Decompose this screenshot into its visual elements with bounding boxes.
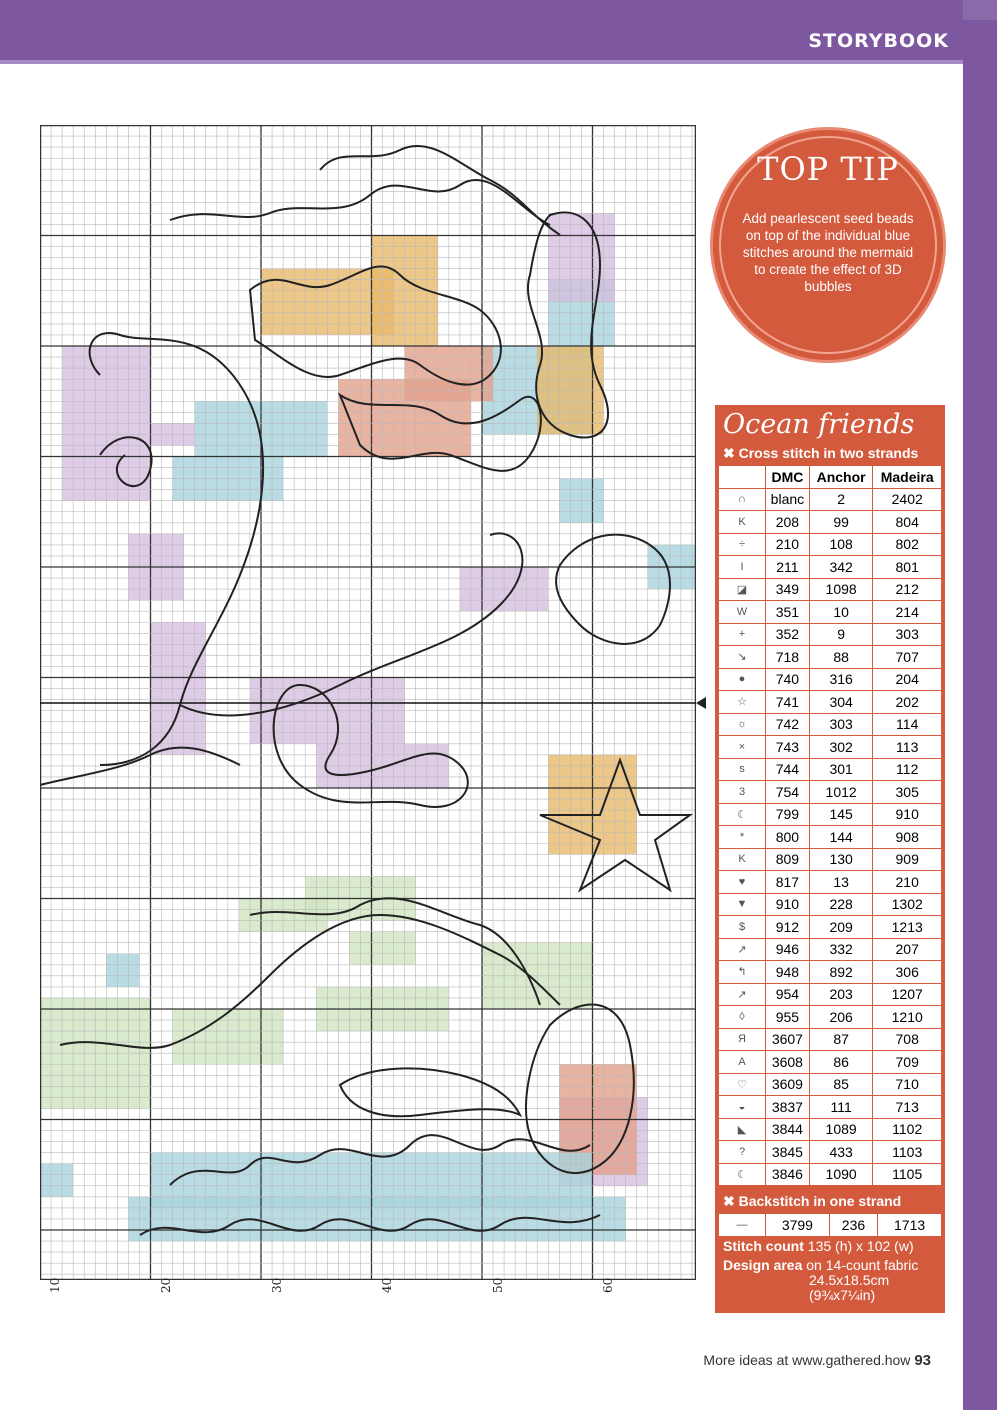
anchor-cell: 206	[809, 1006, 873, 1029]
dmc-cell: 809	[766, 848, 810, 871]
dmc-cell: 754	[766, 781, 810, 804]
anchor-cell: 99	[809, 511, 873, 534]
dmc-cell: 349	[766, 578, 810, 601]
symbol-cell: ☾	[719, 1163, 766, 1186]
madeira-cell: 707	[873, 646, 942, 669]
anchor-cell: 111	[809, 1096, 873, 1119]
page-number: 93	[914, 1352, 931, 1369]
table-row	[719, 1163, 942, 1186]
symbol-cell: A	[719, 1051, 766, 1074]
table-row	[719, 533, 942, 556]
madeira-cell: 909	[873, 848, 942, 871]
table-row	[719, 826, 942, 849]
stitch-count: 135 (h) x 102 (w)	[807, 1238, 914, 1254]
cross-stitch-heading: ✖ Cross stitch in two strands	[723, 445, 919, 461]
symbol-cell: ↗	[719, 983, 766, 1006]
symbol-cell: ▼	[719, 893, 766, 916]
thread-key	[715, 405, 945, 1313]
anchor-cell: 85	[809, 1073, 873, 1096]
dmc-cell: 741	[766, 691, 810, 714]
stitch-region	[40, 1164, 73, 1197]
dmc-cell: 210	[766, 533, 810, 556]
table-row	[719, 893, 942, 916]
symbol-cell: ☆	[719, 691, 766, 714]
anchor-cell: 10	[809, 601, 873, 624]
symbol-cell: $	[719, 916, 766, 939]
anchor-cell: 332	[809, 938, 873, 961]
wave-line	[40, 748, 240, 785]
table-row	[719, 781, 942, 804]
table-row	[719, 623, 942, 646]
section-title: STORYBOOK	[808, 30, 949, 52]
symbol-cell: Я	[719, 1028, 766, 1051]
anchor-cell: 301	[809, 758, 873, 781]
symbol-cell: ☼	[719, 713, 766, 736]
table-row	[719, 938, 942, 961]
anchor-cell: 88	[809, 646, 873, 669]
madeira-cell: 1210	[873, 1006, 942, 1029]
madeira-cell: 1713	[878, 1214, 942, 1237]
design-area-metric: 24.5x18.5cm	[809, 1272, 890, 1288]
madeira-cell: 1302	[873, 893, 942, 916]
symbol-cell: ↗	[719, 938, 766, 961]
madeira-cell: 910	[873, 803, 942, 826]
key-title: Ocean friends	[723, 409, 915, 440]
madeira-cell: 2402	[873, 488, 942, 511]
symbol-cell: ●	[719, 668, 766, 691]
footer	[703, 1352, 931, 1369]
table-row	[719, 1096, 942, 1119]
dmc-cell: 352	[766, 623, 810, 646]
table-row	[719, 871, 942, 894]
dmc-cell: 742	[766, 713, 810, 736]
symbol-cell: +	[719, 623, 766, 646]
table-row	[719, 646, 942, 669]
madeira-cell: 202	[873, 691, 942, 714]
madeira-cell: 303	[873, 623, 942, 646]
madeira-cell: 112	[873, 758, 942, 781]
symbol-cell: ◪	[719, 578, 766, 601]
axis-number: 60	[601, 1277, 615, 1293]
anchor-cell: 144	[809, 826, 873, 849]
dmc-cell: 954	[766, 983, 810, 1006]
symbol-cell: W	[719, 601, 766, 624]
dmc-cell: 740	[766, 668, 810, 691]
madeira-cell: 804	[873, 511, 942, 534]
dmc-cell: 910	[766, 893, 810, 916]
madeira-cell: 708	[873, 1028, 942, 1051]
anchor-cell: 1098	[809, 578, 873, 601]
symbol-cell: K	[719, 848, 766, 871]
anchor-cell: 1090	[809, 1163, 873, 1186]
table-row	[719, 803, 942, 826]
symbol-column-header	[719, 466, 766, 489]
madeira-cell: 306	[873, 961, 942, 984]
footer-link-text[interactable]: More ideas at www.gathered.how	[703, 1352, 911, 1368]
symbol-cell: ♥	[719, 871, 766, 894]
anchor-cell: 86	[809, 1051, 873, 1074]
dmc-cell: 718	[766, 646, 810, 669]
table-row	[719, 1051, 942, 1074]
dmc-cell: 743	[766, 736, 810, 759]
backstitch-heading: ✖ Backstitch in one strand	[723, 1193, 902, 1209]
dmc-cell: 799	[766, 803, 810, 826]
symbol-cell: ☾	[719, 803, 766, 826]
anchor-cell: 9	[809, 623, 873, 646]
madeira-cell: 305	[873, 781, 942, 804]
madeira-cell: 710	[873, 1073, 942, 1096]
anchor-cell: 1012	[809, 781, 873, 804]
table-row	[719, 691, 942, 714]
dmc-cell: 208	[766, 511, 810, 534]
dmc-cell: 3844	[766, 1118, 810, 1141]
stitch-info	[723, 1239, 918, 1303]
anchor-cell: 302	[809, 736, 873, 759]
anchor-cell: 433	[809, 1141, 873, 1164]
madeira-cell: 1213	[873, 916, 942, 939]
madeira-cell: 1105	[873, 1163, 942, 1186]
symbol-cell: ↰	[719, 961, 766, 984]
dmc-cell: 211	[766, 556, 810, 579]
anchor-cell: 303	[809, 713, 873, 736]
top-tip-badge	[710, 127, 946, 363]
symbol-cell: ∩	[719, 488, 766, 511]
symbol-cell: ◒	[719, 1096, 766, 1119]
table-row	[719, 916, 942, 939]
cross-stitch-chart	[40, 125, 696, 1293]
dmc-cell: 955	[766, 1006, 810, 1029]
dmc-cell: 817	[766, 871, 810, 894]
anchor-cell: 316	[809, 668, 873, 691]
table-row	[719, 1028, 942, 1051]
dmc-cell: 3845	[766, 1141, 810, 1164]
table-row	[719, 848, 942, 871]
anchor-cell: 236	[829, 1214, 877, 1237]
madeira-cell: 713	[873, 1096, 942, 1119]
table-row	[719, 1118, 942, 1141]
dmc-cell: 800	[766, 826, 810, 849]
symbol-cell: *	[719, 826, 766, 849]
table-row	[719, 1006, 942, 1029]
dmc-cell: 946	[766, 938, 810, 961]
madeira-cell: 1103	[873, 1141, 942, 1164]
design-area-imperial: (9¾x7¼in)	[809, 1287, 876, 1303]
symbol-cell: ↘	[719, 646, 766, 669]
anchor-cell: 108	[809, 533, 873, 556]
symbol-cell: ◊	[719, 1006, 766, 1029]
tip-title: TOP TIP	[757, 150, 899, 188]
symbol-cell: s	[719, 758, 766, 781]
chart-grid	[40, 125, 696, 1280]
symbol-cell: I	[719, 556, 766, 579]
table-header-row	[719, 466, 942, 489]
tip-text: Add pearlescent seed beads on top of the individual blue stitches around the mermaid to create the effect of 3D bubbles	[742, 211, 914, 294]
axis-number: 40	[380, 1277, 394, 1293]
table-row	[719, 713, 942, 736]
axis-number: 10	[48, 1277, 62, 1293]
madeira-cell: 802	[873, 533, 942, 556]
madeira-cell: 113	[873, 736, 942, 759]
table-row	[719, 961, 942, 984]
madeira-cell: 212	[873, 578, 942, 601]
dmc-cell: 948	[766, 961, 810, 984]
symbol-cell: 3	[719, 781, 766, 804]
dmc-cell: 3607	[766, 1028, 810, 1051]
symbol-cell: ×	[719, 736, 766, 759]
table-row	[719, 488, 942, 511]
table-row	[719, 1141, 942, 1164]
madeira-cell: 207	[873, 938, 942, 961]
center-marker-arrow	[696, 697, 706, 709]
dmc-cell: 912	[766, 916, 810, 939]
column-header: Anchor	[809, 466, 873, 489]
dmc-cell: 3837	[766, 1096, 810, 1119]
anchor-cell: 13	[809, 871, 873, 894]
axis-number: 20	[159, 1277, 173, 1293]
symbol-cell: ÷	[719, 533, 766, 556]
column-header: DMC	[766, 466, 810, 489]
symbol-cell: K	[719, 511, 766, 534]
anchor-cell: 304	[809, 691, 873, 714]
table-row	[719, 983, 942, 1006]
dmc-cell: 3609	[766, 1073, 810, 1096]
dmc-cell: 351	[766, 601, 810, 624]
madeira-cell: 908	[873, 826, 942, 849]
anchor-cell: 1089	[809, 1118, 873, 1141]
axis-number: 30	[270, 1277, 284, 1293]
side-tab-top	[963, 0, 997, 20]
madeira-cell: 1102	[873, 1118, 942, 1141]
anchor-cell: 130	[809, 848, 873, 871]
table-row	[719, 668, 942, 691]
anchor-cell: 209	[809, 916, 873, 939]
table-row	[719, 758, 942, 781]
table-row	[719, 736, 942, 759]
anchor-cell: 228	[809, 893, 873, 916]
table-row	[719, 556, 942, 579]
column-header: Madeira	[873, 466, 942, 489]
table-row	[719, 1073, 942, 1096]
madeira-cell: 801	[873, 556, 942, 579]
symbol-cell: ?	[719, 1141, 766, 1164]
table-row	[719, 578, 942, 601]
madeira-cell: 1207	[873, 983, 942, 1006]
backstitch-table	[718, 1213, 942, 1237]
backstitch-symbol: —	[719, 1214, 766, 1237]
dmc-cell: blanc	[766, 488, 810, 511]
anchor-cell: 145	[809, 803, 873, 826]
madeira-cell: 709	[873, 1051, 942, 1074]
header-stripe	[0, 60, 963, 64]
table-row	[719, 1214, 942, 1237]
dmc-cell: 3608	[766, 1051, 810, 1074]
anchor-cell: 342	[809, 556, 873, 579]
dmc-cell: 3799	[766, 1214, 830, 1237]
anchor-cell: 892	[809, 961, 873, 984]
axis-number: 50	[491, 1277, 505, 1293]
stitch-count-label: Stitch count	[723, 1238, 804, 1254]
symbol-cell: ◣	[719, 1118, 766, 1141]
stitch-region	[106, 954, 139, 987]
madeira-cell: 214	[873, 601, 942, 624]
table-row	[719, 511, 942, 534]
dmc-cell: 3846	[766, 1163, 810, 1186]
anchor-cell: 2	[809, 488, 873, 511]
symbol-cell: ♡	[719, 1073, 766, 1096]
anchor-cell: 203	[809, 983, 873, 1006]
madeira-cell: 114	[873, 713, 942, 736]
madeira-cell: 210	[873, 871, 942, 894]
thread-table	[718, 465, 942, 1186]
dmc-cell: 744	[766, 758, 810, 781]
anchor-cell: 87	[809, 1028, 873, 1051]
side-tab	[963, 0, 997, 1410]
table-row	[719, 601, 942, 624]
design-area-fabric: on 14-count fabric	[806, 1257, 919, 1273]
design-area-label: Design area	[723, 1257, 803, 1273]
madeira-cell: 204	[873, 668, 942, 691]
